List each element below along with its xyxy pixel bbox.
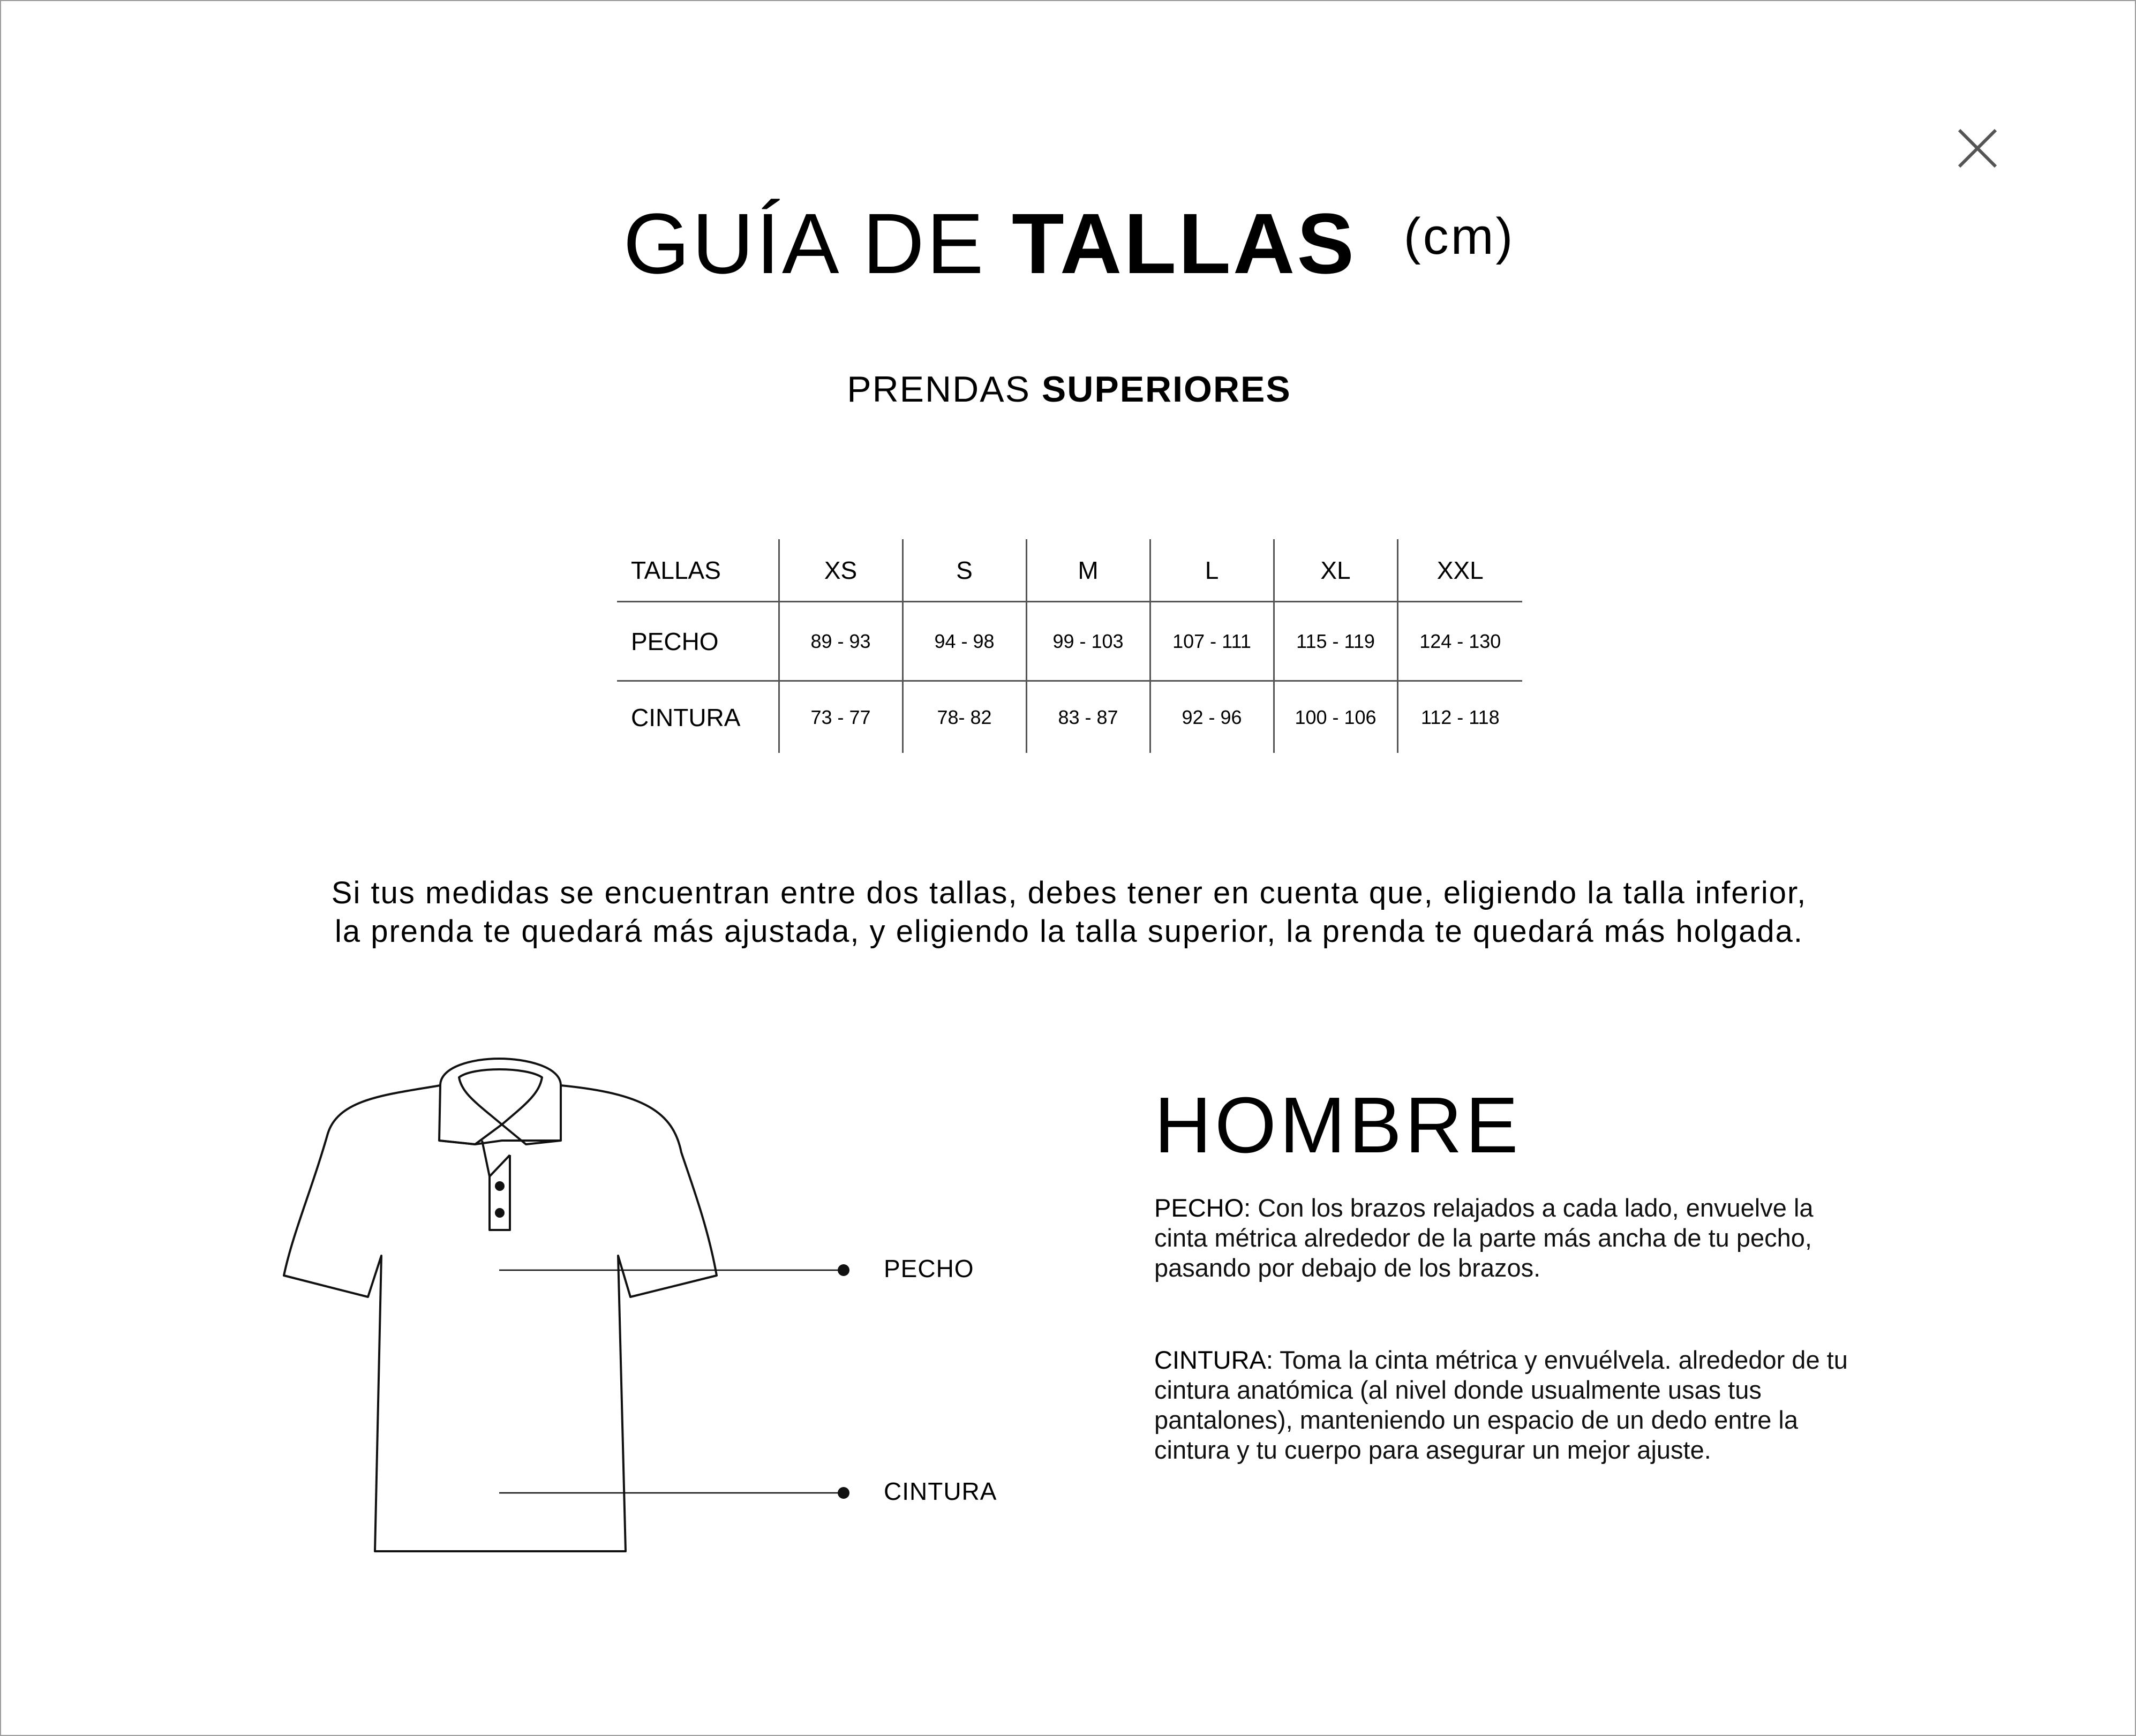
subtitle-bold: SUPERIORES (1041, 369, 1291, 410)
row-label: CINTURA (617, 681, 779, 753)
table-cell: 112 - 118 (1397, 681, 1522, 753)
table-cell: 73 - 77 (779, 681, 902, 753)
cintura-diagram-label: CINTURA (884, 1477, 997, 1505)
cintura-line: Toma la cinta métrica y envuélvela. alrededor de tu (1280, 1346, 1848, 1374)
table-header: TALLAS (631, 556, 721, 584)
close-button[interactable] (1956, 127, 1999, 170)
row-label: PECHO (617, 602, 779, 681)
subtitle-light: PRENDAS (847, 369, 1031, 410)
table-header-row (617, 539, 1522, 602)
section-subtitle (1, 368, 2136, 411)
cintura-line: pantalones), manteniendo un espacio de un dedo entre la (1154, 1406, 1799, 1434)
table-cell: 78- 82 (902, 681, 1026, 753)
fit-note (108, 874, 2030, 951)
table-header: S (902, 539, 1026, 602)
cintura-line: cintura y tu cuerpo para asegurar un mejor ajuste. (1154, 1436, 1711, 1464)
table-header: XS (779, 539, 902, 602)
pecho-dot-icon (838, 1264, 849, 1276)
cintura-description (1154, 1345, 1888, 1465)
button-icon (495, 1208, 505, 1218)
table-cell: 99 - 103 (1026, 602, 1150, 681)
section-title: HOMBRE (1154, 1081, 1522, 1169)
table-row (617, 602, 1522, 681)
table-cell: 124 - 130 (1397, 602, 1522, 681)
table-cell: 100 - 106 (1274, 681, 1397, 753)
table-header: L (1150, 539, 1274, 602)
title-light: GUÍA DE (623, 195, 986, 291)
table-header: XXL (1397, 539, 1522, 602)
cintura-line: cintura anatómica (al nivel donde usualmente usas tus (1154, 1376, 1762, 1404)
fit-note-line: la prenda te quedará más ajustada, y eligiendo la talla superior, la prenda te quedará más holgada. (334, 914, 1804, 949)
table-row (617, 681, 1522, 753)
pecho-key: PECHO: (1154, 1194, 1251, 1222)
shirt-outline (284, 1085, 717, 1551)
pecho-diagram-label: PECHO (884, 1255, 974, 1282)
pecho-line: Con los brazos relajados a cada lado, envuelve la (1258, 1194, 1814, 1222)
table-header: M (1026, 539, 1150, 602)
table-cell: 115 - 119 (1274, 602, 1397, 681)
close-icon (1956, 127, 1999, 170)
collar-outline (439, 1059, 561, 1144)
table-header: XL (1274, 539, 1397, 602)
table-cell: 107 - 111 (1150, 602, 1274, 681)
cintura-key: CINTURA: (1154, 1346, 1273, 1374)
pecho-line: pasando por debajo de los brazos. (1154, 1254, 1541, 1282)
cintura-dot-icon (838, 1487, 849, 1499)
fit-note-line: Si tus medidas se encuentran entre dos tallas, debes tener en cuenta que, eligiendo la talla inferior, (331, 875, 1807, 910)
table-cell: 92 - 96 (1150, 681, 1274, 753)
page-title (1, 188, 2136, 292)
table-cell: 94 - 98 (902, 602, 1026, 681)
title-bold: TALLAS (1012, 195, 1357, 291)
button-icon (495, 1181, 505, 1191)
table-cell: 83 - 87 (1026, 681, 1150, 753)
title-unit: (cm) (1403, 208, 1515, 265)
pecho-description (1154, 1193, 1888, 1283)
neckline (459, 1069, 542, 1124)
size-table (617, 539, 1522, 753)
table-cell: 89 - 93 (779, 602, 902, 681)
pecho-line: cinta métrica alrededor de la parte más ancha de tu pecho, (1154, 1224, 1812, 1252)
